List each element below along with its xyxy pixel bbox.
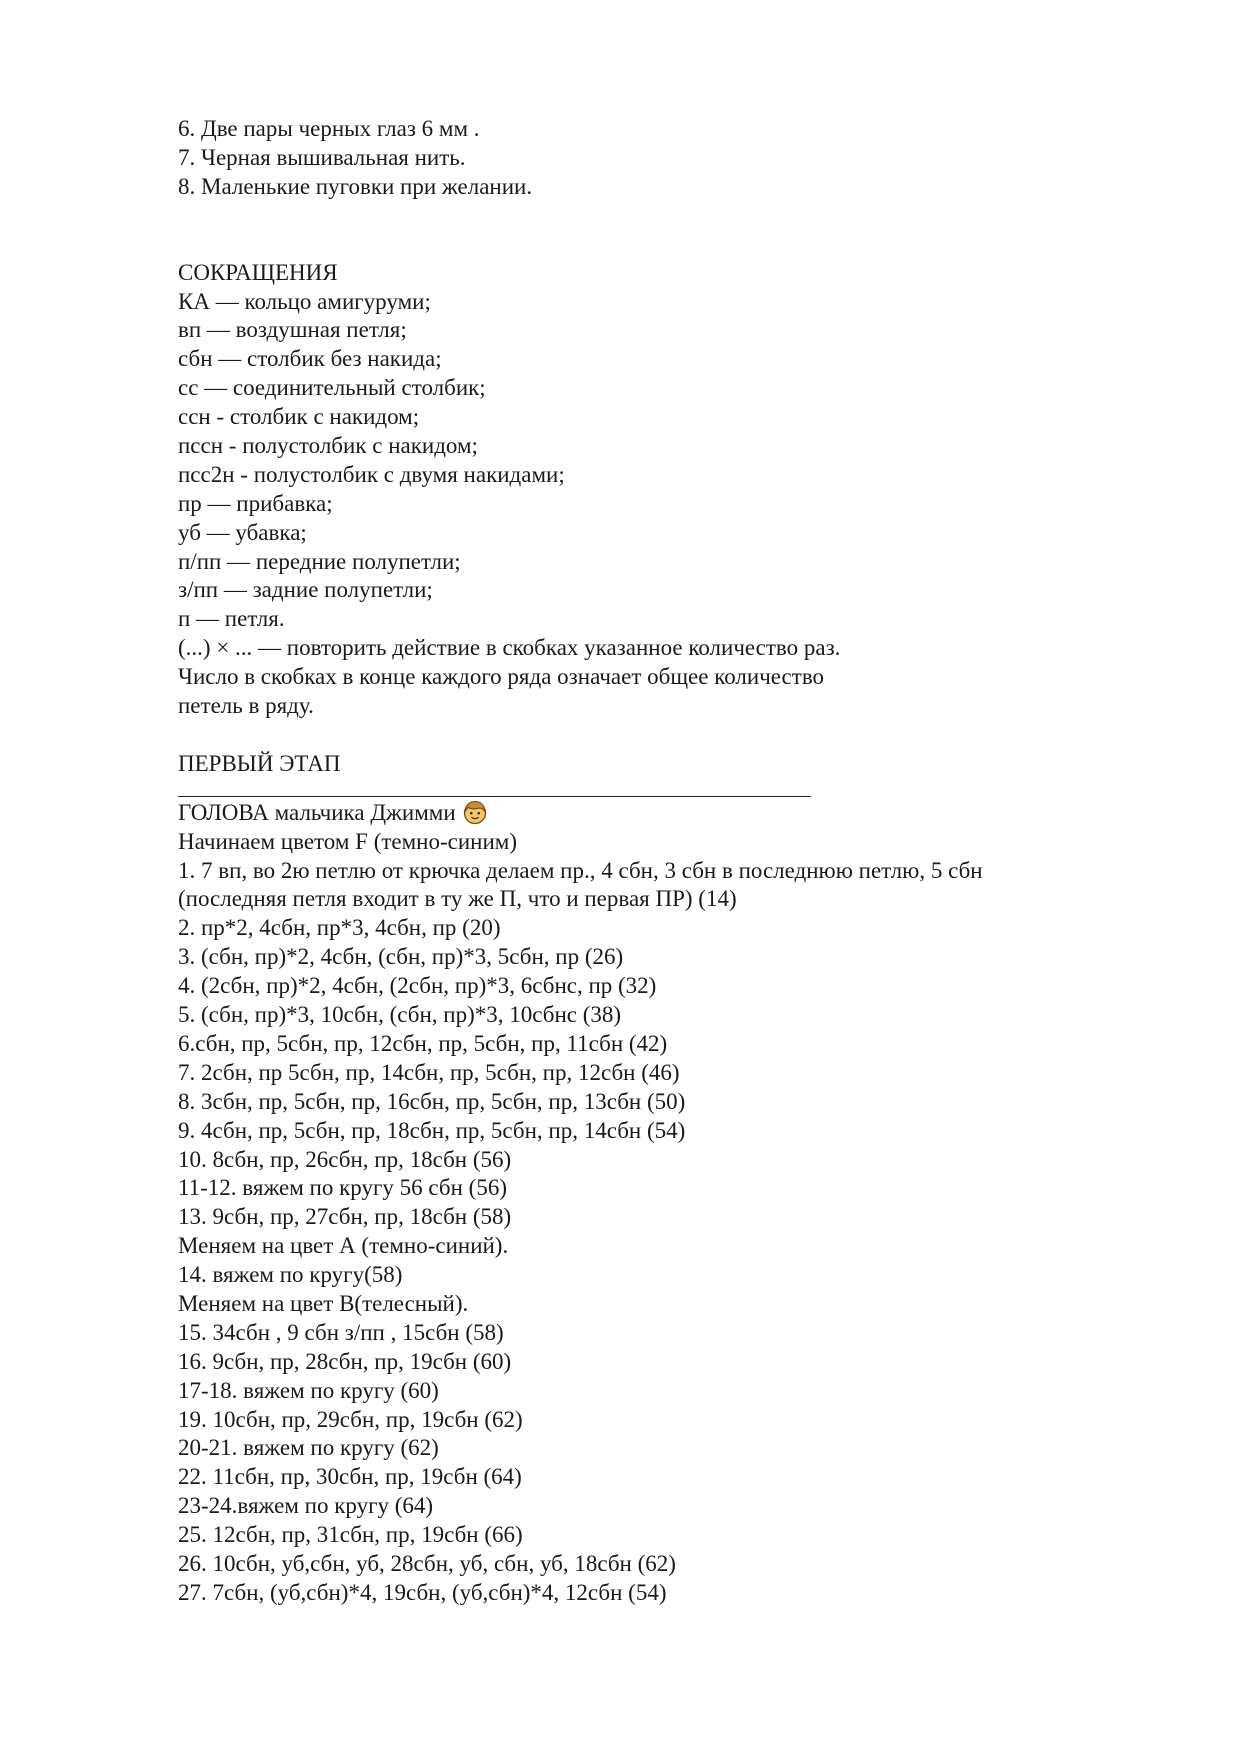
text-column xyxy=(178,115,1158,1608)
abbreviation-item: псс2н - полустолбик с двумя накидами; xyxy=(178,461,565,487)
abbreviation-item: п — петля. xyxy=(178,606,285,632)
abbreviation-item: сс — соединительный столбик; xyxy=(178,375,486,401)
pattern-row: 15. 34сбн , 9 сбн з/пп , 15сбн (58) xyxy=(178,1319,504,1345)
pattern-row: 13. 9сбн, пр, 27сбн, пр, 18сбн (58) xyxy=(178,1204,512,1230)
materials-item: 6. Две пары черных глаз 6 мм . xyxy=(178,116,480,141)
pattern-row: 22. 11сбн, пр, 30сбн, пр, 19сбн (64) xyxy=(178,1464,522,1490)
pattern-row: 20-21. вяжем по кругу (62) xyxy=(178,1435,439,1461)
color-change-note: Меняем на цвет В(телесный). xyxy=(178,1290,469,1316)
abbreviation-item: пр — прибавка; xyxy=(178,490,333,516)
pattern-row: 8. 3сбн, пр, 5сбн, пр, 16сбн, пр, 5сбн, пр, 13сбн (50) xyxy=(178,1088,686,1114)
abbreviation-item: пссн - полустолбик с накидом; xyxy=(178,433,478,459)
materials-item: 8. Маленькие пуговки при желании. xyxy=(178,173,533,199)
abbreviation-item: п/пп — передние полупетли; xyxy=(178,548,461,574)
head-title: ГОЛОВА мальчика Джимми xyxy=(178,799,456,825)
pattern-row: 7. 2сбн, пр 5сбн, пр, 14сбн, пр, 5сбн, пр, 12сбн (46) xyxy=(178,1059,680,1085)
pattern-row: 16. 9сбн, пр, 28сбн, пр, 19сбн (60) xyxy=(178,1348,512,1374)
color-change-note: Меняем на цвет А (темно-синий). xyxy=(178,1233,509,1259)
abbreviation-note: Число в скобках в конце каждого ряда означает общее количество xyxy=(178,664,825,690)
spacer xyxy=(178,721,1158,750)
abbreviations-section xyxy=(178,259,1158,721)
pattern-line: Начинаем цветом F (темно-синим) xyxy=(178,828,517,854)
materials-item: 7. Черная вышивальная нить. xyxy=(178,144,466,170)
head-title-line xyxy=(178,799,1158,828)
pattern-row: 3. (сбн, пр)*2, 4сбн, (сбн, пр)*3, 5сбн, пр (26) xyxy=(178,944,624,970)
pattern-row: 27. 7сбн, (уб,сбн)*4, 19сбн, (уб,сбн)*4, 12сбн (54) xyxy=(178,1579,667,1605)
abbreviations-heading: СОКРАЩЕНИЯ xyxy=(178,259,338,285)
pattern-row: 1. 7 вп, во 2ю петлю от крючка делаем пр., 4 сбн, 3 сбн в последнюю петлю, 5 сбн xyxy=(178,857,983,883)
pattern-row: 23-24.вяжем по кругу (64) xyxy=(178,1493,434,1519)
horizontal-rule xyxy=(178,796,811,797)
abbreviation-item: уб — убавка; xyxy=(178,519,307,545)
abbreviation-item: вп — воздушная петля; xyxy=(178,317,407,343)
materials-list xyxy=(178,115,1158,202)
pattern-row: 2. пр*2, 4сбн, пр*3, 4сбн, пр (20) xyxy=(178,915,501,941)
pattern-row: 11-12. вяжем по кругу 56 сбн (56) xyxy=(178,1175,507,1201)
abbreviation-item: сбн — столбик без накида; xyxy=(178,346,442,372)
pattern-row: 26. 10сбн, уб,сбн, уб, 28сбн, уб, сбн, уб, 18сбн (62) xyxy=(178,1550,676,1576)
abbreviation-item: (...) × ... — повторить действие в скобках указанное количество раз. xyxy=(178,635,841,661)
abbreviation-item: КА — кольцо амигуруми; xyxy=(178,288,431,314)
stage-heading: ПЕРВЫЙ ЭТАП xyxy=(178,750,341,776)
pattern-row: 14. вяжем по кругу(58) xyxy=(178,1262,403,1288)
pattern-row: 17-18. вяжем по кругу (60) xyxy=(178,1377,439,1403)
pattern-row: 6.сбн, пр, 5сбн, пр, 12сбн, пр, 5сбн, пр, 11сбн (42) xyxy=(178,1030,668,1056)
abbreviation-item: ссн - столбик с накидом; xyxy=(178,404,420,430)
spacer xyxy=(178,202,1158,259)
pattern-row: 5. (сбн, пр)*3, 10сбн, (сбн, пр)*3, 10сбнс (38) xyxy=(178,1002,622,1028)
abbreviation-note: петель в ряду. xyxy=(178,693,314,719)
pattern-row: 19. 10сбн, пр, 29сбн, пр, 19сбн (62) xyxy=(178,1406,523,1432)
pattern-row: 10. 8сбн, пр, 26сбн, пр, 18сбн (56) xyxy=(178,1146,512,1172)
pattern-row: 4. (2сбн, пр)*2, 4сбн, (2сбн, пр)*3, 6сбнс, пр (32) xyxy=(178,973,657,999)
pattern-row: 9. 4сбн, пр, 5сбн, пр, 18сбн, пр, 5сбн, пр, 14сбн (54) xyxy=(178,1117,686,1143)
abbreviation-item: з/пп — задние полупетли; xyxy=(178,577,433,603)
head-section xyxy=(178,799,1158,1608)
pattern-row: 25. 12сбн, пр, 31сбн, пр, 19сбн (66) xyxy=(178,1522,523,1548)
pattern-row: (последняя петля входит в ту же П, что и первая ПР) (14) xyxy=(178,886,737,912)
